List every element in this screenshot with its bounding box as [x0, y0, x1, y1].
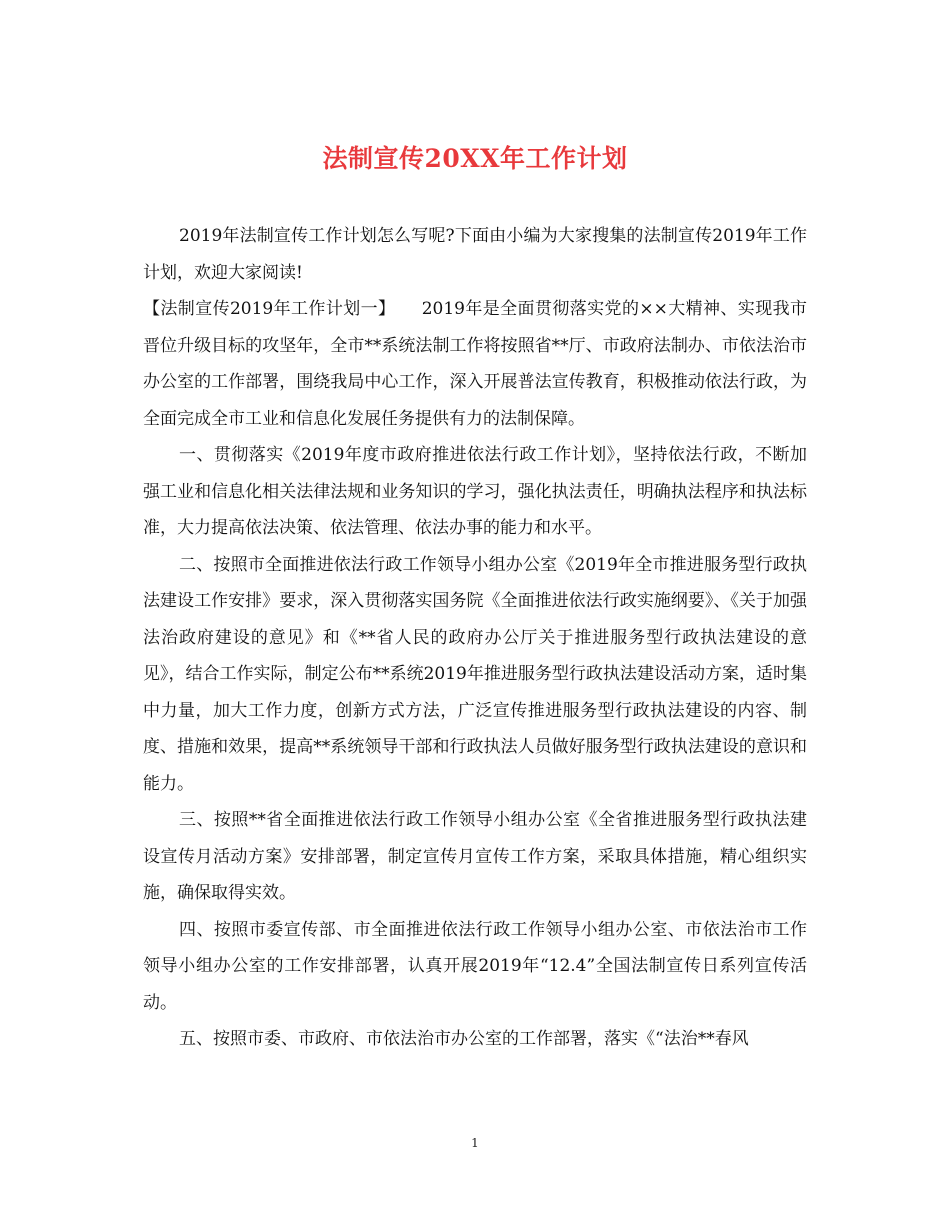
- document-body: [143, 218, 807, 1058]
- document-title: 法制宣传20XX年工作计划: [322, 144, 628, 173]
- item-three-paragraph: 三、按照**省全面推进依法行政工作领导小组办公室《全省推进服务型行政执法建设宣传月活动方案》安排部署，制定宣传月宣传工作方案，采取具体措施，精心组织实施，确保取得实效。: [143, 810, 807, 903]
- item-four-paragraph: 四、按照市委宣传部、市全面推进依法行政工作领导小组办公室、市依法治市工作领导小组办公室的工作安排部署，认真开展2019年“12.4”全国法制宣传日系列宣传活动。: [143, 919, 807, 1013]
- item-one-paragraph: 一、贯彻落实《2019年度市政府推进依法行政工作计划》，坚持依法行政，不断加强工业和信息化相关法律法规和业务知识的学习，强化执法责任，明确执法程序和执法标准，大力提高依法决策、依法管理、依法办事的能力和水平。: [143, 445, 807, 538]
- item-two-paragraph: 二、按照市全面推进依法行政工作领导小组办公室《2019年全市推进服务型行政执法建设工作安排》要求，深入贯彻落实国务院《全面推进依法行政实施纲要》、《关于加强法治政府建设的意见》和《**省人民的政府办公厅关于推进服务型行政执法建设的意见》，结合工作实际，制定公布**系统2019年推进服务型行政执法建设活动方案，适时集中力量，加大工作力度，创新方式方法，广泛宣传推进服务型行政执法建设的内容、制度、措施和效果，提高**系统领导干部和行政执法人员做好服务型行政执法建设的意识和能力。: [143, 554, 807, 794]
- intro-paragraph: 2019年法制宣传工作计划怎么写呢?下面由小编为大家搜集的法制宣传2019年工作计划，欢迎大家阅读!: [143, 226, 807, 283]
- plan-one-paragraph: 【法制宣传2019年工作计划一】 2019年是全面贯彻落实党的××大精神、实现我市晋位升级目标的攻坚年，全市**系统法制工作将按照省**厅、市政府法制办、市依法治市办公室的工作部署，围绕我局中心工作，深入开展普法宣传教育，积极推动依法行政，为全面完成全市工业和信息化发展任务提供有力的法制保障。: [143, 299, 807, 429]
- page-number: 1: [471, 1136, 479, 1150]
- item-five-paragraph: 五、按照市委、市政府、市依法治市办公室的工作部署，落实《“法治**春风: [179, 1029, 749, 1049]
